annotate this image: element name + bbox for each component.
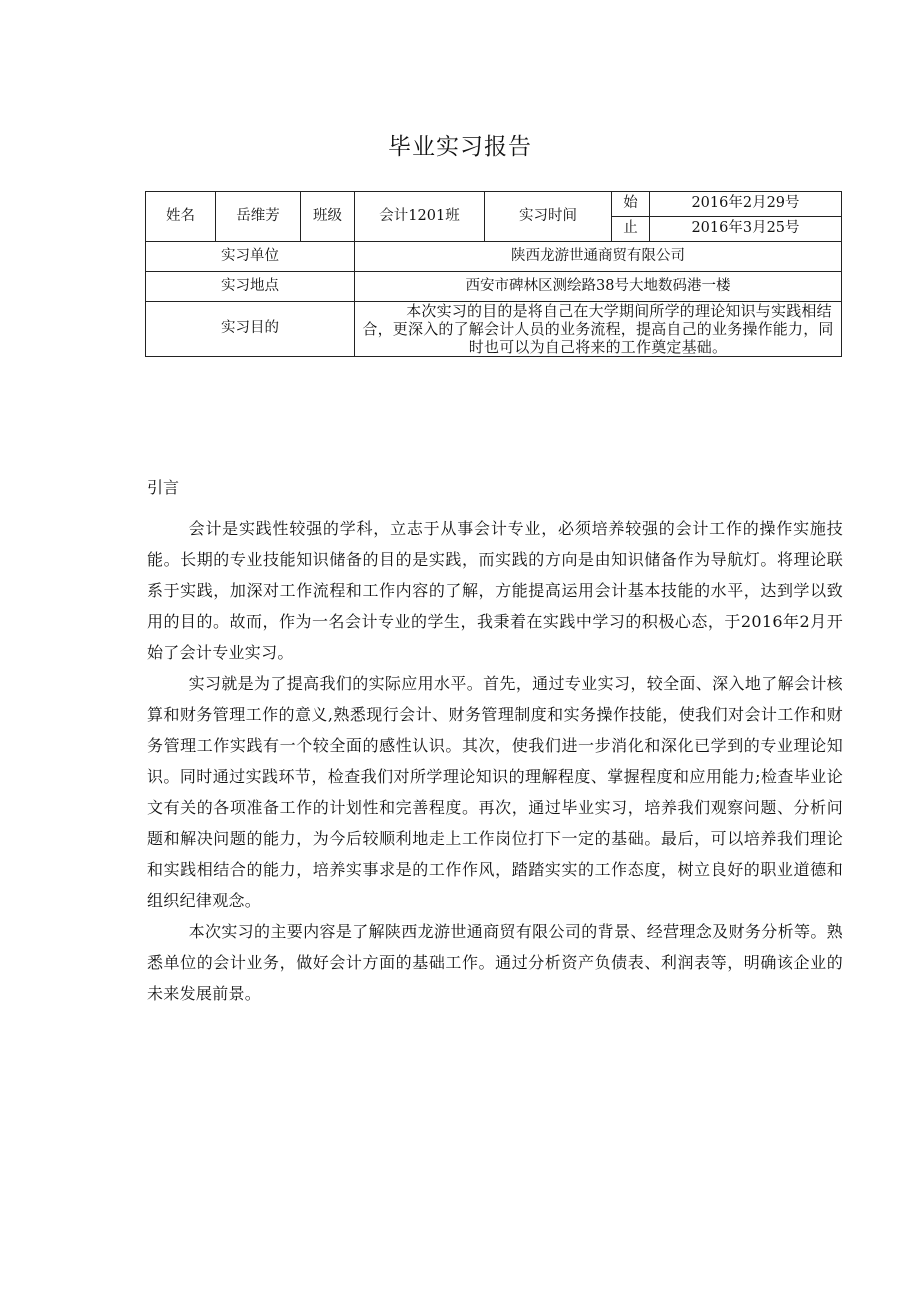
name-label: 姓名 [146,192,216,242]
end-date: 2016年3月25号 [650,217,842,242]
intro-body [147,513,843,1009]
location-label: 实习地点 [146,272,355,302]
end-label: 止 [612,217,650,242]
intro-paragraph: 实习就是为了提高我们的实际应用水平。首先，通过专业实习，较全面、深入地了解会计核算和财务管理工作的意义,熟悉现行会计、财务管理制度和实务操作技能，使我们对会计工作和财务管理工作实践有一个较全面的感性认识。其次，使我们进一步消化和深化已学到的专业理论知识。同时通过实践环节，检查我们对所学理论知识的理解程度、掌握程度和应用能力;检查毕业论文有关的各项准备工作的计划性和完善程度。再次，通过毕业实习，培养我们观察问题、分析问题和解决问题的能力，为今后较顺利地走上工作岗位打下一定的基础。最后，可以培养我们理论和实践相结合的能力，培养实事求是的工作作风，踏踏实实的工作态度，树立良好的职业道德和组织纪律观念。 [147,674,843,910]
intro-paragraph: 会计是实践性较强的学科，立志于从事会计专业，必须培养较强的会计工作的操作实施技能。长期的专业技能知识储备的目的是实践，而实践的方向是由知识储备作为导航灯。将理论联系于实践，加深对工作流程和工作内容的了解，方能提高运用会计基本技能的水平，达到学以致用的目的。故而，作为一名会计专业的学生，我秉着在实践中学习的积极心态，于2016年2月开始了会计专业实习。 [147,519,843,662]
purpose-label: 实习目的 [146,302,355,357]
start-label: 始 [612,192,650,217]
location-value: 西安市碑林区测绘路38号大地数码港一楼 [355,272,842,302]
intro-paragraph: 本次实习的主要内容是了解陕西龙游世通商贸有限公司的背景、经营理念及财务分析等。熟悉单位的会计业务，做好会计方面的基础工作。通过分析资产负债表、利润表等，明确该企业的未来发展前景。 [147,922,843,1003]
intro-heading: 引言 [147,478,180,497]
internship-info-table [145,191,842,357]
start-date: 2016年2月29号 [650,192,842,217]
purpose-value: 本次实习的目的是将自己在大学期间所学的理论知识与实践相结合，更深入的了解会计人员的业务流程，提高自己的业务操作能力，同时也可以为自己将来的工作奠定基础。 [355,302,842,357]
page-title: 毕业实习报告 [388,134,532,160]
period-label: 实习时间 [485,192,612,242]
class-label: 班级 [301,192,355,242]
unit-label: 实习单位 [146,242,355,272]
unit-value: 陕西龙游世通商贸有限公司 [355,242,842,272]
name-value: 岳维芳 [216,192,301,242]
class-value: 会计1201班 [355,192,485,242]
